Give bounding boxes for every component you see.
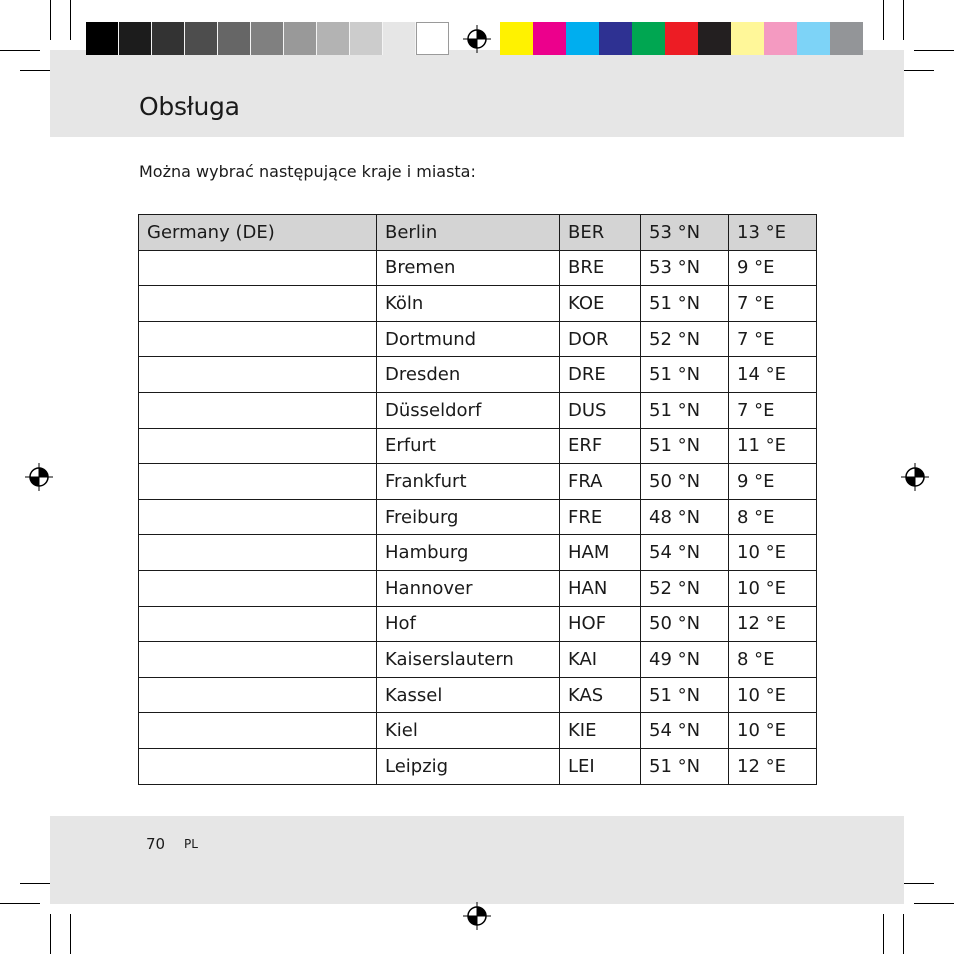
latitude-cell: 53 °N — [641, 215, 729, 251]
table-row — [139, 464, 817, 500]
crop-mark — [904, 883, 934, 884]
page-number: 70 — [146, 835, 166, 853]
table-row — [139, 499, 817, 535]
city-code-cell: BER — [560, 215, 641, 251]
city-code-cell: KAI — [560, 642, 641, 678]
country-cell — [139, 606, 377, 642]
registration-mark-icon — [25, 463, 53, 491]
table-row — [139, 215, 817, 251]
latitude-cell: 51 °N — [641, 392, 729, 428]
crop-mark — [0, 50, 40, 51]
longitude-cell: 10 °E — [729, 677, 817, 713]
color-swatch — [350, 22, 383, 55]
table-row — [139, 357, 817, 393]
city-cell: Hof — [377, 606, 560, 642]
color-swatch — [500, 22, 533, 55]
color-swatch — [731, 22, 764, 55]
color-swatch — [632, 22, 665, 55]
city-cell: Bremen — [377, 250, 560, 286]
city-code-cell: DOR — [560, 321, 641, 357]
crop-mark — [914, 903, 954, 904]
city-cell: Köln — [377, 286, 560, 322]
city-cell: Hannover — [377, 570, 560, 606]
crop-mark — [883, 0, 884, 40]
table-row — [139, 713, 817, 749]
table-row — [139, 642, 817, 678]
crop-mark — [903, 0, 904, 40]
city-cell: Hamburg — [377, 535, 560, 571]
latitude-cell: 51 °N — [641, 357, 729, 393]
longitude-cell: 7 °E — [729, 321, 817, 357]
registration-mark-icon — [463, 25, 491, 53]
color-swatch — [218, 22, 251, 55]
longitude-cell: 10 °E — [729, 570, 817, 606]
latitude-cell: 52 °N — [641, 321, 729, 357]
color-swatch — [566, 22, 599, 55]
city-cell: Erfurt — [377, 428, 560, 464]
crop-mark — [70, 914, 71, 954]
footer-band — [50, 816, 904, 904]
table-row — [139, 286, 817, 322]
city-cell: Berlin — [377, 215, 560, 251]
city-cell: Frankfurt — [377, 464, 560, 500]
color-swatch — [86, 22, 119, 55]
color-swatch — [416, 22, 449, 55]
country-city-table — [138, 214, 817, 785]
crop-mark — [914, 50, 954, 51]
country-cell — [139, 464, 377, 500]
longitude-cell: 10 °E — [729, 535, 817, 571]
latitude-cell: 54 °N — [641, 535, 729, 571]
crop-mark — [50, 914, 51, 954]
crop-mark — [20, 70, 50, 71]
latitude-cell: 50 °N — [641, 464, 729, 500]
grayscale-color-bar — [86, 22, 449, 55]
language-code: PL — [184, 837, 198, 851]
longitude-cell: 9 °E — [729, 464, 817, 500]
table-row — [139, 428, 817, 464]
city-code-cell: KIE — [560, 713, 641, 749]
city-code-cell: DUS — [560, 392, 641, 428]
color-swatch — [119, 22, 152, 55]
table-row — [139, 606, 817, 642]
longitude-cell: 12 °E — [729, 748, 817, 784]
country-cell — [139, 642, 377, 678]
latitude-cell: 52 °N — [641, 570, 729, 606]
longitude-cell: 13 °E — [729, 215, 817, 251]
latitude-cell: 51 °N — [641, 428, 729, 464]
country-cell — [139, 250, 377, 286]
table-row — [139, 250, 817, 286]
registration-mark-icon — [463, 902, 491, 930]
country-cell: Germany (DE) — [139, 215, 377, 251]
country-cell — [139, 321, 377, 357]
country-cell — [139, 499, 377, 535]
longitude-cell: 7 °E — [729, 286, 817, 322]
country-cell — [139, 286, 377, 322]
longitude-cell: 11 °E — [729, 428, 817, 464]
color-swatch — [152, 22, 185, 55]
table-row — [139, 677, 817, 713]
latitude-cell: 48 °N — [641, 499, 729, 535]
table-row — [139, 392, 817, 428]
color-swatch — [698, 22, 731, 55]
latitude-cell: 49 °N — [641, 642, 729, 678]
color-swatch — [284, 22, 317, 55]
city-code-cell: HAN — [560, 570, 641, 606]
color-swatch — [665, 22, 698, 55]
longitude-cell: 10 °E — [729, 713, 817, 749]
city-code-cell: ERF — [560, 428, 641, 464]
crop-mark — [883, 914, 884, 954]
country-cell — [139, 428, 377, 464]
city-cell: Kassel — [377, 677, 560, 713]
crop-mark — [903, 914, 904, 954]
crop-mark — [50, 0, 51, 40]
crop-mark — [0, 903, 40, 904]
country-cell — [139, 713, 377, 749]
city-code-cell: KOE — [560, 286, 641, 322]
color-swatch — [185, 22, 218, 55]
latitude-cell: 51 °N — [641, 677, 729, 713]
city-cell: Dresden — [377, 357, 560, 393]
crop-mark — [904, 70, 934, 71]
country-cell — [139, 357, 377, 393]
table-row — [139, 321, 817, 357]
process-color-bar — [500, 22, 863, 55]
longitude-cell: 8 °E — [729, 642, 817, 678]
city-code-cell: FRA — [560, 464, 641, 500]
city-cell: Dortmund — [377, 321, 560, 357]
table-row — [139, 535, 817, 571]
color-swatch — [599, 22, 632, 55]
country-cell — [139, 535, 377, 571]
longitude-cell: 7 °E — [729, 392, 817, 428]
city-code-cell: FRE — [560, 499, 641, 535]
table-row — [139, 570, 817, 606]
country-cell — [139, 570, 377, 606]
latitude-cell: 54 °N — [641, 713, 729, 749]
longitude-cell: 12 °E — [729, 606, 817, 642]
city-cell: Kiel — [377, 713, 560, 749]
longitude-cell: 14 °E — [729, 357, 817, 393]
city-cell: Freiburg — [377, 499, 560, 535]
latitude-cell: 51 °N — [641, 748, 729, 784]
page-title: Obsługa — [139, 92, 240, 121]
city-code-cell: HAM — [560, 535, 641, 571]
city-cell: Leipzig — [377, 748, 560, 784]
city-code-cell: DRE — [560, 357, 641, 393]
city-cell: Düsseldorf — [377, 392, 560, 428]
city-code-cell: KAS — [560, 677, 641, 713]
crop-mark — [20, 883, 50, 884]
latitude-cell: 51 °N — [641, 286, 729, 322]
country-cell — [139, 677, 377, 713]
city-code-cell: BRE — [560, 250, 641, 286]
color-swatch — [317, 22, 350, 55]
city-code-cell: LEI — [560, 748, 641, 784]
longitude-cell: 8 °E — [729, 499, 817, 535]
latitude-cell: 50 °N — [641, 606, 729, 642]
table-row — [139, 748, 817, 784]
color-swatch — [533, 22, 566, 55]
color-swatch — [830, 22, 863, 55]
registration-mark-icon — [901, 463, 929, 491]
color-swatch — [251, 22, 284, 55]
color-swatch — [797, 22, 830, 55]
latitude-cell: 53 °N — [641, 250, 729, 286]
city-code-cell: HOF — [560, 606, 641, 642]
country-cell — [139, 392, 377, 428]
city-cell: Kaiserslautern — [377, 642, 560, 678]
longitude-cell: 9 °E — [729, 250, 817, 286]
country-cell — [139, 748, 377, 784]
color-swatch — [383, 22, 416, 55]
crop-mark — [70, 0, 71, 40]
color-swatch — [764, 22, 797, 55]
intro-text: Można wybrać następujące kraje i miasta: — [139, 162, 476, 181]
